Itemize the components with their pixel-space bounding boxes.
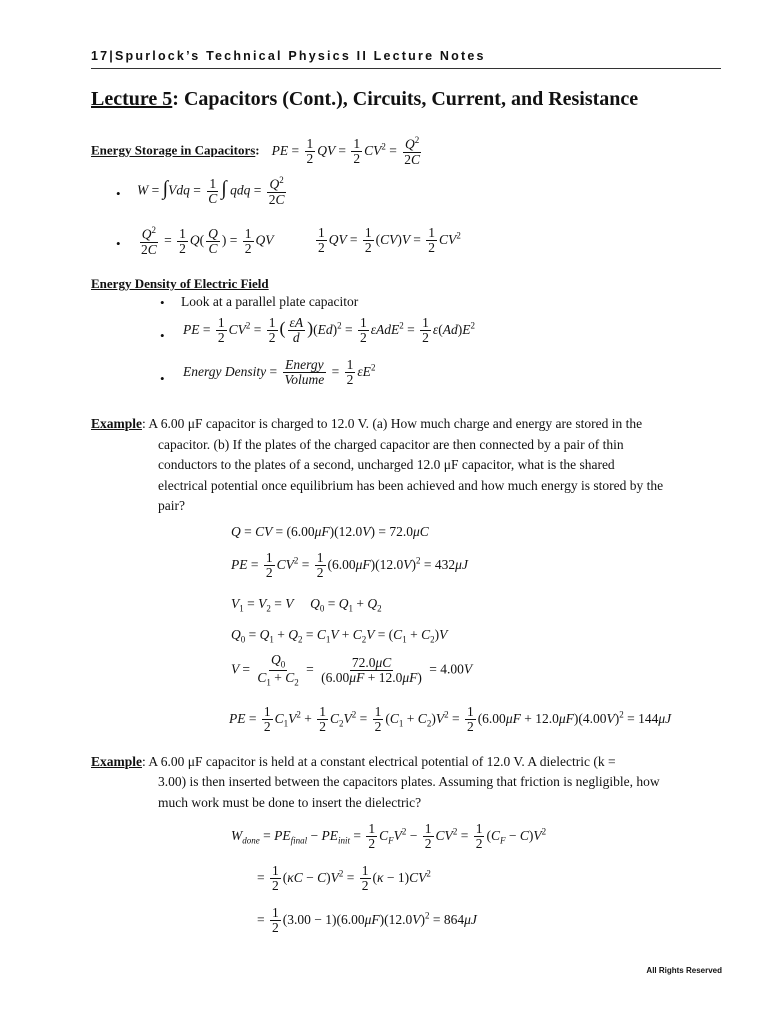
bullet-dot: • xyxy=(116,186,121,201)
example1-line2: capacitor. (b) If the plates of the charged capacitor are then connected by a pair of thin xyxy=(158,437,624,452)
energy-density-heading: Energy Density of Electric Field xyxy=(91,276,269,291)
bullet-dot: • xyxy=(116,236,121,251)
example1-voltage-eq: V = $\frac{Q_0}{C_1 + C_2}$ = $\frac{72.0\mu C}{(6.00\mu F + 12.0\mu F)}$ = 4.00V xyxy=(231,652,473,688)
example1-equal-voltage-eq: $V_1 = V_2 = V$ $Q_0 = Q_1 + Q_2$ xyxy=(231,596,382,614)
example2-result-eq: = $\frac{1}{2}$ $(3.00 - 1)(6.00\mu F)(12.0V)^2 = 864\mu J$ xyxy=(257,905,477,936)
example2-line1: Example: A 6.00 μF capacitor is held at a constant electrical potential of 12.0 V. A dielectric (k = xyxy=(91,754,616,769)
example1-charge-eq: Q = CV = (6.00μF)(12.0V) = 72.0μC xyxy=(231,524,429,539)
energy-identity-formula-2: $\frac{1}{2}$ QV = $\frac{1}{2}$ (CV)V = $\frac{1}{2}$ $CV^2$ xyxy=(318,225,461,256)
bullet-dot: • xyxy=(160,371,165,386)
example2-label: Example xyxy=(91,754,143,769)
energy-density-formula: Energy Density = $\frac{\text{Energy}}{\text{Volume}}$ = $\frac{1}{2}$ $\varepsilon E^2$ xyxy=(183,357,376,388)
example1-energy-eq: PE = $\frac{1}{2}$ $CV^2$ = $\frac{1}{2}$ $(6.00\mu F)(12.0V)^2 = 432\mu J$ xyxy=(231,550,468,581)
example2-kappa-eq: = $\frac{1}{2}$ $(\kappa C - C)V^2$ = $\frac{1}{2}$ $(\kappa - 1)CV^2$ xyxy=(257,863,431,894)
example2-line3: much work must be done to insert the dielectric? xyxy=(158,795,422,810)
example1-shared-energy-eq: PE = $\frac{1}{2}$ $C_1V^2$ + $\frac{1}{2}$ $C_2V^2$ = $\frac{1}{2}$ $(C_1 + C_2)V^2$ = $\frac{1}{2}$ $(6.00\mu F + 12.0\mu F)(4.00V)^2 = 144\mu J$ xyxy=(229,704,672,735)
example2-work-eq: $W_{done} = PE_{final} - PE_{init}$ = $\frac{1}{2}$ $C_FV^2$ − $\frac{1}{2}$ $CV^2$ = $\frac{1}{2}$ $(C_F - C)V^2$ xyxy=(231,821,547,852)
energy-density-derivation: PE = $\frac{1}{2}$ $CV^2$ = $\frac{1}{2}$ ( $\frac{\varepsilon A}{d}$ )$(Ed)^2$ = $\frac{1}{2}$ εAdE$^2$ = $\frac{1}{2}$ $\varepsilon(Ad)E^2$ xyxy=(183,315,475,346)
example1-line1: Example: A 6.00 μF capacitor is charged to 12.0 V. (a) How much charge and energy are stored in the xyxy=(91,416,643,431)
example1-line4: electrical potential once equilibrium has been achieved and how much energy is stored by the xyxy=(158,478,664,493)
energy-identity-formula: $\frac{Q^2}{2C}$ = $\frac{1}{2}$ Q( $\frac{Q}{C}$ ) = $\frac{1}{2}$ QV xyxy=(141,225,274,257)
energy-storage-line: Energy Storage in Capacitors: PE = $\frac{1}{2}$ QV = $\frac{1}{2}$ $CV^2$ = $\frac{Q^2}{2C}$ xyxy=(91,136,424,167)
example2-line2: 3.00) is then inserted between the capacitors plates. Assuming that friction is negligible, how xyxy=(158,774,660,789)
bullet-dot: • xyxy=(160,328,165,343)
energy-storage-heading: Energy Storage in Capacitors xyxy=(91,142,256,158)
footer-rights: All Rights Reserved xyxy=(646,966,722,975)
lecture-number: Lecture 5 xyxy=(91,88,173,110)
page-header: 17|Spurlock’s Technical Physics II Lecture Notes xyxy=(91,49,486,63)
example1-charge-sum-eq: $Q_0 = Q_1 + Q_2 = C_1V + C_2V = (C_1 + C_2)V$ xyxy=(231,627,448,645)
example1-line5: pair? xyxy=(158,498,185,513)
energy-storage-formula: PE = $\frac{1}{2}$ QV = $\frac{1}{2}$ $CV^2$ = $\frac{Q^2}{2C}$ xyxy=(271,135,421,167)
bullet-dot: • xyxy=(160,295,165,310)
work-integral-formula: W = ∫Vdq = $\frac{1}{C}$ ∫ qdq = $\frac{Q^2}{2C}$ xyxy=(137,175,285,207)
header-rule xyxy=(91,68,721,69)
lecture-topic: : Capacitors (Cont.), Circuits, Current, and Resistance xyxy=(172,88,639,110)
example1-line3: conductors to the plates of a second, uncharged 12.0 μF capacitor, what is the shared xyxy=(158,457,615,472)
lecture-title xyxy=(91,88,638,111)
example1-label: Example xyxy=(91,416,143,431)
energy-density-bullet-text: Look at a parallel plate capacitor xyxy=(181,294,359,309)
